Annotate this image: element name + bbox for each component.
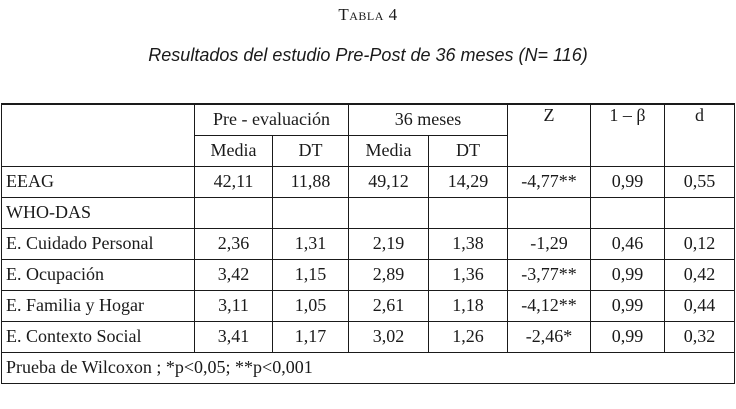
- cell-value: -2,46*: [508, 321, 591, 352]
- cell-value: 0,99: [591, 290, 665, 321]
- cell-value: 0,55: [665, 166, 735, 197]
- cell-value: -4,12**: [508, 290, 591, 321]
- cell-value: [429, 197, 508, 228]
- cell-value: [195, 197, 273, 228]
- cell-value: 2,19: [349, 228, 429, 259]
- header-z: Z: [508, 104, 591, 166]
- cell-value: 3,02: [349, 321, 429, 352]
- header-row-1: [2, 104, 735, 135]
- cell-value: [591, 197, 665, 228]
- cell-value: 0,46: [591, 228, 665, 259]
- footer-row: [2, 352, 735, 383]
- cell-value: 1,26: [429, 321, 508, 352]
- cell-value: 0,44: [665, 290, 735, 321]
- cell-value: 1,17: [273, 321, 349, 352]
- table-row: [2, 290, 735, 321]
- cell-value: 1,15: [273, 259, 349, 290]
- cell-value: 0,42: [665, 259, 735, 290]
- row-label: WHO-DAS: [2, 197, 195, 228]
- table-footnote: Prueba de Wilcoxon ; *p<0,05; **p<0,001: [2, 352, 735, 383]
- cell-value: [508, 197, 591, 228]
- header-36-meses: 36 meses: [349, 104, 508, 135]
- cell-value: [273, 197, 349, 228]
- results-table: [1, 103, 735, 384]
- table-row: [2, 321, 735, 352]
- cell-value: 0,99: [591, 166, 665, 197]
- header-corner-cell: [2, 104, 195, 166]
- cell-value: 2,36: [195, 228, 273, 259]
- cell-value: [349, 197, 429, 228]
- header-d: d: [665, 104, 735, 166]
- cell-value: 42,11: [195, 166, 273, 197]
- cell-value: 2,89: [349, 259, 429, 290]
- row-label: EEAG: [2, 166, 195, 197]
- cell-value: 0,12: [665, 228, 735, 259]
- cell-value: 0,99: [591, 321, 665, 352]
- cell-value: 3,42: [195, 259, 273, 290]
- cell-value: 1,36: [429, 259, 508, 290]
- table-row: [2, 228, 735, 259]
- row-label: E. Contexto Social: [2, 321, 195, 352]
- subheader-dt-pre: DT: [273, 135, 349, 166]
- cell-value: 1,18: [429, 290, 508, 321]
- row-label: E. Familia y Hogar: [2, 290, 195, 321]
- cell-value: 1,31: [273, 228, 349, 259]
- subheader-media-pre: Media: [195, 135, 273, 166]
- cell-value: 0,32: [665, 321, 735, 352]
- cell-value: 3,41: [195, 321, 273, 352]
- cell-value: -3,77**: [508, 259, 591, 290]
- cell-value: 49,12: [349, 166, 429, 197]
- table-row: [2, 166, 735, 197]
- cell-value: 2,61: [349, 290, 429, 321]
- table-row: [2, 197, 735, 228]
- header-power: 1 – β: [591, 104, 665, 166]
- header-pre-evaluacion: Pre - evaluación: [195, 104, 349, 135]
- cell-value: 3,11: [195, 290, 273, 321]
- row-label: E. Ocupación: [2, 259, 195, 290]
- table-row: [2, 259, 735, 290]
- cell-value: 0,99: [591, 259, 665, 290]
- cell-value: 11,88: [273, 166, 349, 197]
- subheader-dt-post: DT: [429, 135, 508, 166]
- cell-value: -4,77**: [508, 166, 591, 197]
- cell-value: -1,29: [508, 228, 591, 259]
- cell-value: 14,29: [429, 166, 508, 197]
- table-title: Resultados del estudio Pre-Post de 36 meses (N= 116): [148, 45, 588, 65]
- cell-value: 1,38: [429, 228, 508, 259]
- row-label: E. Cuidado Personal: [2, 228, 195, 259]
- subheader-media-post: Media: [349, 135, 429, 166]
- cell-value: [665, 197, 735, 228]
- cell-value: 1,05: [273, 290, 349, 321]
- table-number: Tabla 4: [338, 5, 398, 24]
